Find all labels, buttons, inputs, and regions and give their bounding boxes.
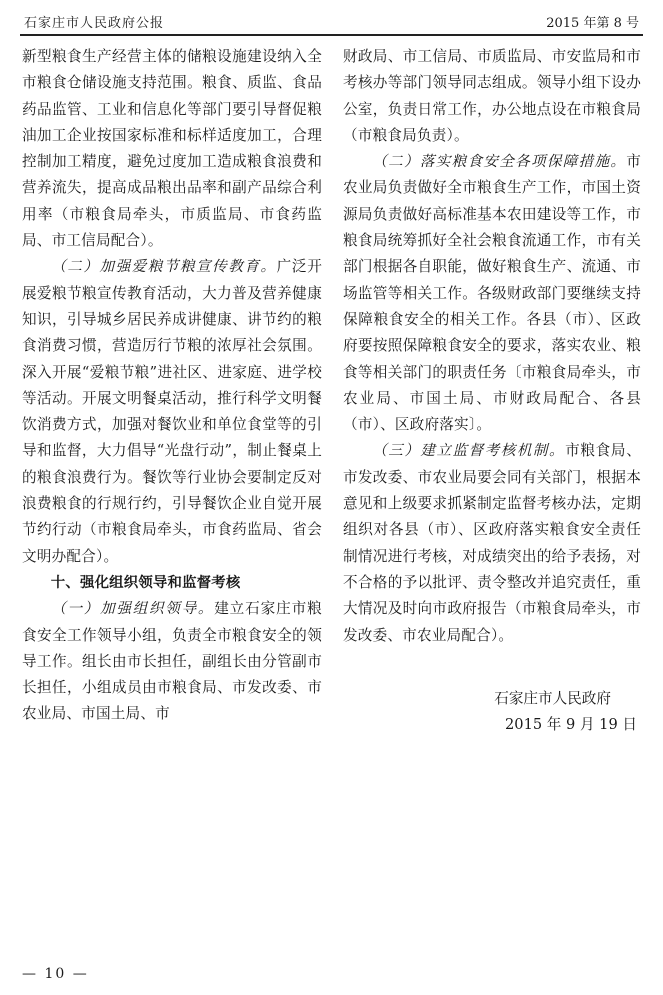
issue-number: 2015 年第 8 号 [546, 16, 639, 31]
paragraph-publicity [22, 254, 322, 570]
subheading-leadership: （一）加强组织领导。 [51, 600, 215, 618]
paragraph-leadership [22, 596, 322, 727]
subheading-safeguards: （二）落实粮食安全各项保障措施。 [372, 153, 627, 171]
section-title-10: 十、强化组织领导和监督考核 [50, 574, 241, 591]
left-column [22, 44, 322, 728]
subheading-supervision: （三）建立监督考核机制。 [372, 442, 566, 460]
paragraph-safeguards [343, 149, 641, 438]
subheading-publicity: （二）加强爱粮节粮宣传教育。 [51, 258, 277, 276]
right-column [343, 44, 641, 649]
paragraph-leadership-body: 建立石家庄市粮食安全工作领导小组，负责全市粮食安全的领导工作。组长由市长担任，副组长由分管副市长担任，小组成员由市粮食局、市发改委、市农业局、市国土局、市 [22, 600, 322, 723]
paragraph-supervision [343, 438, 641, 648]
paragraph-grain-storage: 新型粮食生产经营主体的储粮设施建设纳入全市粮食仓储设施支持范围。粮食、质监、食品药品监管、工业和信息化等部门要引导督促粮油加工企业按国家标准和标样适度加工，合理控制加工精度，避免过度加工造成粮食浪费和营养流失，提高成品粮出品率和副产品综合利用率（市粮食局牵头，市质监局、市食药监局、市工信局配合）。 [22, 48, 322, 250]
paragraph-leadership-cont: 财政局、市工信局、市质监局、市安监局和市考核办等部门领导同志组成。领导小组下设办公室，负责日常工作，办公地点设在市粮食局（市粮食局负责）。 [343, 48, 641, 144]
paragraph-safeguards-body: 市农业局负责做好全市粮食生产工作，市国土资源局负责做好高标准基本农田建设等工作，市粮食局统筹抓好全社会粮食流通工作，市有关部门根据各自职能，做好粮食生产、流通、市场监管等相关工作。各级财政部门要继续支持保障粮食安全的相关工作。各县（市）、区政府要按照保障粮食安全的要求，落实农业、粮食等相关部门的职责任务〔市粮食局牵头，市农业局、市国土局、市财政局配合、各县（市）、区政府落实〕。 [343, 153, 641, 434]
paragraph-publicity-body: 广泛开展爱粮节粮宣传教育活动，大力普及营养健康知识，引导城乡居民养成讲健康、讲节约的粮食消费习惯，营造厉行节粮的浓厚社会氛围。深入开展“爱粮节粮”进社区、进家庭、进学校等活动。开展文明餐桌活动，推行科学文明餐饮消费方式，加强对餐饮业和单位食堂等的引导和监督，大力倡导“光盘行动”，制止餐桌上的粮食浪费行为。餐饮等行业协会要制定反对浪费粮食的行规行约，引导餐饮企业自觉开展节约行动（市粮食局牵头，市食药监局、省会文明办配合）。 [22, 258, 322, 565]
page-header [20, 10, 643, 36]
publication-title: 石家庄市人民政府公报 [24, 16, 165, 31]
signature-block [343, 686, 641, 738]
page-number: — 10 — [22, 966, 89, 982]
issue-date: 2015 年 9 月 19 日 [505, 716, 637, 733]
issuing-organization: 石家庄市人民政府 [494, 690, 611, 707]
paragraph-supervision-body: 市粮食局、市发改委、市农业局要会同有关部门，根据本意见和上级要求抓紧制定监督考核办法，定期组织对各县（市）、区政府落实粮食安全责任制情况进行考核，对成绩突出的给予表扬，对不合格的予以批评、责令整改并追究责任，重大情况及时向市政府报告（市粮食局牵头，市发改委、市农业局配合）。 [343, 442, 641, 644]
